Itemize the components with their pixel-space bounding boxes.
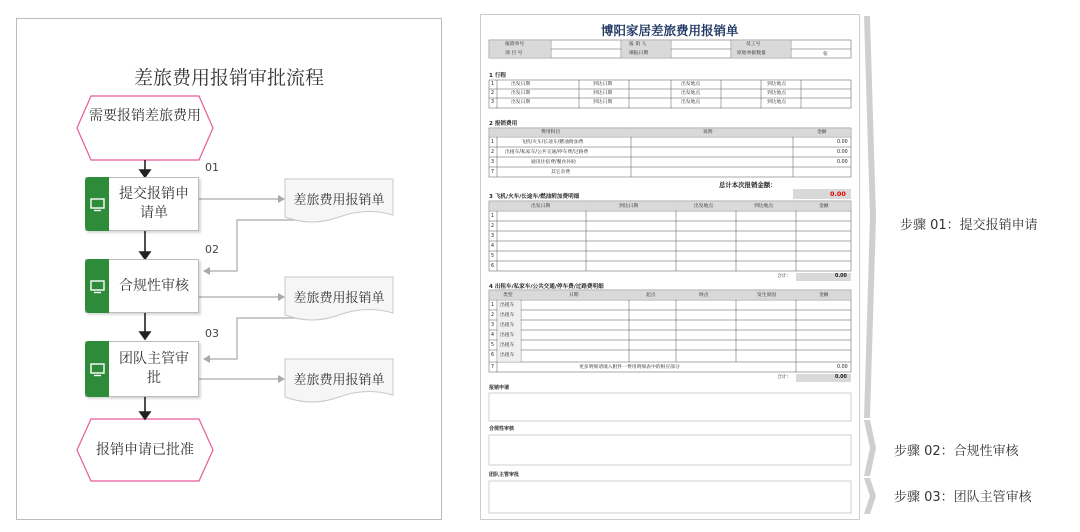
col-header: 出发日期 bbox=[531, 204, 551, 209]
transport-type: 出租车 bbox=[500, 343, 515, 348]
bracket-step-01 bbox=[864, 16, 876, 418]
col-label: 到达地点 bbox=[767, 100, 787, 105]
bracket-step-02 bbox=[864, 420, 876, 476]
col-label: 到达地点 bbox=[767, 82, 787, 87]
expense-item: 出租车/私家车/公共交通/停车费/过路费 bbox=[505, 150, 589, 155]
transport-type: 出租车 bbox=[500, 313, 515, 318]
expense-item: 飞机/火车/长途车/燃油附加费 bbox=[521, 140, 584, 145]
monitor-icon bbox=[90, 363, 105, 377]
start-hexagon bbox=[77, 96, 213, 160]
section-4-title: 4 出租车/私家车/公共交通/停车费/过路费明细 bbox=[489, 284, 604, 290]
approval-label-application: 报销申请 bbox=[489, 385, 510, 391]
row-number: 3 bbox=[491, 160, 495, 165]
row-number: 2 bbox=[491, 313, 495, 318]
step-box-submit bbox=[85, 177, 199, 231]
col-header: 金额 bbox=[819, 204, 829, 209]
subtotal-label: 合计： bbox=[777, 375, 792, 380]
step-brackets bbox=[862, 12, 882, 524]
row-number: 2 bbox=[491, 224, 495, 229]
row-number: 6 bbox=[491, 264, 495, 269]
flow-panel bbox=[16, 18, 442, 520]
document-label-2: 差旅费用报销单 bbox=[293, 291, 385, 306]
col-label: 出发日期 bbox=[511, 82, 531, 87]
col-label: 到达日期 bbox=[593, 82, 613, 87]
caption-step-01: 步骤 01：提交报销申请 bbox=[900, 218, 1038, 233]
form-title: 博阳家居差旅费用报销单 bbox=[601, 23, 739, 38]
grand-total-label: 总计本次报销金额： bbox=[719, 181, 777, 189]
subtotal-label: 合计： bbox=[777, 274, 792, 279]
form-header-label: 填报日期 bbox=[629, 51, 649, 56]
monitor-icon bbox=[90, 280, 105, 294]
section-1-title: 1 行程 bbox=[489, 73, 507, 79]
form-header-unit: 张 bbox=[823, 52, 828, 57]
col-label: 到达日期 bbox=[593, 100, 613, 105]
form-header-label: 报销单号 bbox=[505, 42, 525, 47]
row-number: 2 bbox=[491, 150, 495, 155]
row-number: 1 bbox=[491, 140, 495, 145]
step-label-compliance: 合规性审核 bbox=[119, 277, 189, 294]
expense-amount: 0.00 bbox=[837, 140, 848, 145]
col-header: 到达日期 bbox=[619, 204, 639, 209]
document-label-1: 差旅费用报销单 bbox=[293, 193, 385, 208]
step-number-03: 03 bbox=[205, 327, 219, 340]
col-header: 金额 bbox=[819, 293, 829, 298]
col-label: 出发地点 bbox=[681, 82, 701, 87]
step-number-01: 01 bbox=[205, 161, 219, 174]
col-header: 出发地点 bbox=[694, 204, 714, 209]
form-header-label: 项 目 号 bbox=[505, 51, 523, 56]
expense-form-sheet bbox=[480, 14, 860, 520]
row-number: 1 bbox=[491, 82, 495, 87]
col-label: 出发地点 bbox=[681, 91, 701, 96]
subtotal-value: 0.00 bbox=[835, 375, 847, 380]
col-label: 出发日期 bbox=[511, 100, 531, 105]
flow-title: 差旅费用报销审批流程 bbox=[133, 67, 324, 89]
col-label: 到达日期 bbox=[593, 91, 613, 96]
step-label-manager: 团队主管审批 bbox=[119, 351, 189, 386]
row-number: 1 bbox=[491, 214, 495, 219]
expense-item: 其它杂费 bbox=[551, 170, 571, 175]
transport-type: 出租车 bbox=[500, 353, 515, 358]
row-number: 3 bbox=[491, 100, 495, 105]
expense-item: 通讯住宿费/餐食补助 bbox=[531, 160, 576, 165]
row-number: 3 bbox=[491, 323, 495, 328]
start-label: 需要报销差旅费用 bbox=[89, 108, 201, 124]
col-label: 出发地点 bbox=[681, 100, 701, 105]
step-number-02: 02 bbox=[205, 243, 219, 256]
transport-type: 出租车 bbox=[500, 333, 515, 338]
form-header-label: 原始单据数量 bbox=[737, 51, 766, 56]
col-header: 起点 bbox=[646, 293, 656, 298]
col-header: 类型 bbox=[503, 293, 513, 298]
approval-label-manager: 团队主管审批 bbox=[489, 472, 520, 478]
row-number: 7 bbox=[491, 365, 495, 370]
end-label: 报销申请已批准 bbox=[96, 442, 194, 458]
row-number: 1 bbox=[491, 303, 495, 308]
row-number: 3 bbox=[491, 234, 495, 239]
row-number: 7 bbox=[491, 170, 495, 175]
col-header: 发生原因 bbox=[757, 293, 777, 298]
row-number: 6 bbox=[491, 353, 495, 358]
form-header-label: 报 销 人 bbox=[629, 42, 647, 47]
col-header: 终点 bbox=[699, 293, 709, 298]
step-box-manager bbox=[85, 341, 199, 397]
monitor-icon bbox=[90, 198, 105, 212]
step-box-compliance bbox=[85, 259, 199, 313]
row-number: 4 bbox=[491, 333, 495, 338]
row-number: 5 bbox=[491, 254, 495, 259]
col-label: 出发日期 bbox=[511, 91, 531, 96]
transport-type: 出租车 bbox=[500, 303, 515, 308]
col-header: 到达地点 bbox=[754, 204, 774, 209]
col-header: 说明 bbox=[703, 130, 713, 135]
form-header-label: 员工号 bbox=[746, 42, 761, 47]
row7-amount: 0.00 bbox=[837, 365, 848, 370]
transport-type: 出租车 bbox=[500, 323, 515, 328]
col-header: 金额 bbox=[817, 130, 827, 135]
row-number: 2 bbox=[491, 91, 495, 96]
row-number: 4 bbox=[491, 244, 495, 249]
row-number: 5 bbox=[491, 343, 495, 348]
section-2-title: 2 报销费用 bbox=[489, 121, 518, 127]
more-details-note: 更多明细请填入附件一费用明细表中的相应部分 bbox=[579, 365, 680, 370]
caption-step-02: 步骤 02：合规性审核 bbox=[894, 444, 1019, 459]
section-3-title: 3 飞机/火车/长途车/燃油附加费明细 bbox=[489, 194, 580, 200]
form-grid-lines bbox=[481, 15, 861, 521]
bracket-step-03 bbox=[864, 478, 876, 514]
col-label: 到达地点 bbox=[767, 91, 787, 96]
step-label-submit: 提交报销申请单 bbox=[119, 186, 189, 221]
approval-label-compliance: 合规性审核 bbox=[489, 426, 515, 432]
col-header: 日期 bbox=[569, 293, 579, 298]
col-header: 费用科目 bbox=[541, 130, 561, 135]
subtotal-value: 0.00 bbox=[835, 274, 847, 279]
caption-step-03: 步骤 03：团队主管审核 bbox=[894, 490, 1032, 505]
document-label-3: 差旅费用报销单 bbox=[293, 373, 385, 388]
grand-total-value: 0.00 bbox=[830, 190, 846, 198]
expense-amount: 0.00 bbox=[837, 160, 848, 165]
expense-amount: 0.00 bbox=[837, 150, 848, 155]
